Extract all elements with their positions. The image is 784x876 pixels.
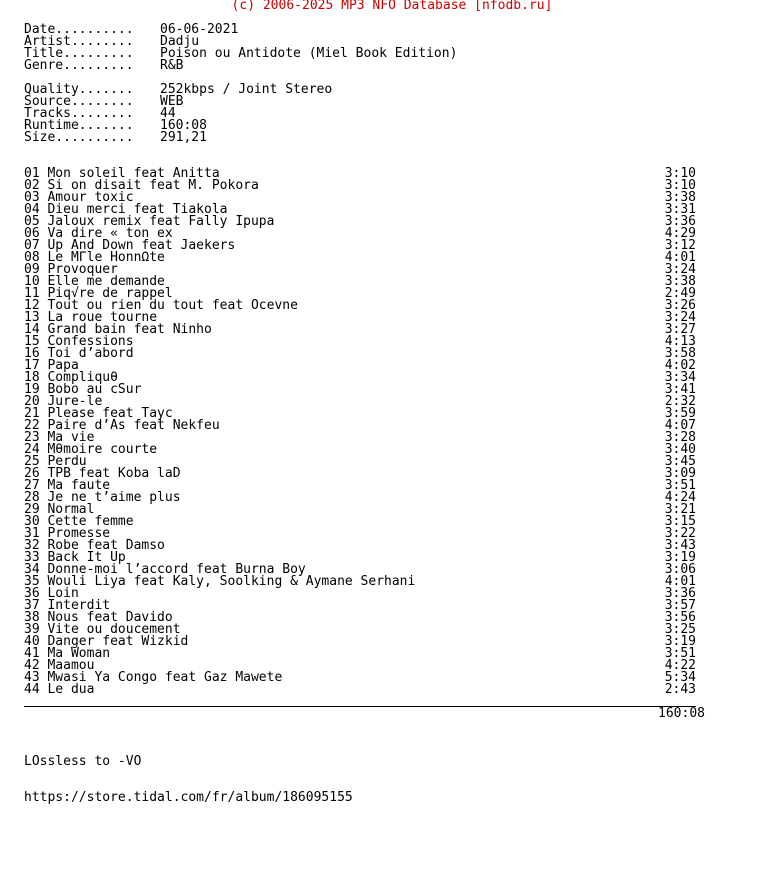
track-duration: 3:36 [664,586,696,601]
track-title: 21 Please feat Tayc [24,406,173,421]
track-title: 02 Si on disait feat M. Pokora [24,178,259,193]
track-title: 07 Up And Down feat Jaekers [24,238,236,253]
spec-size [24,132,207,144]
track-title: 10 Elle me demande [24,274,165,289]
spec-size-value: 291,21 [160,130,207,145]
track-duration: 3:38 [664,274,696,289]
track-duration: 3:38 [664,190,696,205]
track-duration: 3:22 [664,526,696,541]
track-title: 41 Ma Woman [24,646,111,661]
spec-tracks-label: Tracks........ [24,106,134,121]
track-title: 37 Interdit [24,598,111,613]
track-title: 34 Donne-moi l’accord feat Burna Boy [24,562,306,577]
info-artist-label: Artist........ [24,34,134,49]
track-duration: 3:43 [664,538,696,553]
track-row [24,672,696,684]
track-duration: 3:40 [664,442,696,457]
source-link[interactable] [24,792,353,804]
track-row [24,348,696,360]
track-title: 43 Mwasi Ya Congo feat Gaz Mawete [24,670,283,685]
track-title: 26 TPB feat Koba laD [24,466,181,481]
track-title: 29 Normal [24,502,95,517]
track-title: 18 Compliquθ [24,370,118,385]
info-genre-label: Genre......... [24,58,134,73]
spec-source-label: Source........ [24,94,134,109]
track-duration: 3:10 [664,166,696,181]
track-duration: 3:27 [664,322,696,337]
track-title: 03 Amour toxic [24,190,134,205]
track-duration: 3:24 [664,310,696,325]
track-row [24,684,696,696]
track-title: 36 Loin [24,586,79,601]
track-title: 01 Mon soleil feat Anitta [24,166,220,181]
spec-quality-label: Quality....... [24,82,134,97]
track-title: 40 Danger feat Wizkid [24,634,189,649]
total-divider [24,706,696,707]
track-title: 28 Je ne t’aime plus [24,490,181,505]
track-duration: 3:51 [664,646,696,661]
track-duration: 3:36 [664,214,696,229]
spec-tracks-value: 44 [160,106,176,121]
track-title: 17 Papa [24,358,79,373]
track-duration: 3:28 [664,430,696,445]
track-title: 13 La roue tourne [24,310,158,325]
track-title: 24 Mθmoire courte [24,442,158,457]
info-title-label: Title......... [24,46,134,61]
track-duration: 3:21 [664,502,696,517]
track-duration: 3:56 [664,610,696,625]
track-row [24,420,696,432]
track-row [24,384,696,396]
track-duration: 4:29 [664,226,696,241]
track-title: 30 Cette femme [24,514,134,529]
track-duration: 3:24 [664,262,696,277]
track-row [24,516,696,528]
spec-size-label: Size.......... [24,130,134,145]
track-title: 39 Vite ou doucement [24,622,181,637]
track-row [24,636,696,648]
track-title: 33 Back It Up [24,550,126,565]
track-duration: 3:25 [664,622,696,637]
track-row [24,492,696,504]
track-duration: 3:12 [664,238,696,253]
info-title-value: Poison ou Antidote (Miel Book Edition) [160,46,458,61]
track-title: 19 Bobo au cSur [24,382,142,397]
track-title: 32 Robe feat Damso [24,538,165,553]
track-duration: 4:13 [664,334,696,349]
track-title: 44 Le dua [24,682,95,697]
track-title: 35 Wouli Liya feat Kaly, Soolking & Aymane Serhani [24,574,416,589]
track-title: 05 Jaloux remix feat Fally Ipupa [24,214,275,229]
track-duration: 5:34 [664,670,696,685]
track-duration: 3:57 [664,598,696,613]
track-title: 04 Dieu merci feat Tiakola [24,202,228,217]
track-duration: 3:58 [664,346,696,361]
track-title: 16 Toi d’abord [24,346,134,361]
track-title: 06 Va dire « ton ex [24,226,173,241]
track-row [24,360,696,372]
track-row [24,576,696,588]
track-duration: 3:06 [664,562,696,577]
track-title: 25 Perdu [24,454,87,469]
track-duration: 2:49 [664,286,696,301]
track-title: 12 Tout ou rien du tout feat Ocevne [24,298,298,313]
nfodb-banner: (c) 2006-2025 MP3 NFO Database [nfodb.ru] [231,0,553,13]
track-duration: 3:31 [664,202,696,217]
info-date-value: 06-06-2021 [160,22,239,37]
track-title: 15 Confessions [24,334,134,349]
track-duration: 3:59 [664,406,696,421]
track-title: 14 Grand bain feat Ninho [24,322,212,337]
track-title: 08 Le MΓle HonnΩte [24,250,165,265]
track-duration: 3:51 [664,478,696,493]
track-row [24,648,696,660]
track-duration: 4:07 [664,418,696,433]
track-duration: 3:45 [664,454,696,469]
track-row [24,252,696,264]
track-duration: 3:19 [664,634,696,649]
track-duration: 4:22 [664,658,696,673]
info-artist-value: Dadju [160,34,200,49]
spec-quality-value: 252kbps / Joint Stereo [160,82,333,97]
release-note: LOssless to -VO [24,754,142,769]
track-title: 27 Ma faute [24,478,111,493]
track-title: 23 Ma vie [24,430,95,445]
track-title: 42 Maamou [24,658,95,673]
track-row [24,468,696,480]
track-duration: 2:43 [664,682,696,697]
track-duration: 3:26 [664,298,696,313]
track-title: 31 Promesse [24,526,111,541]
track-duration: 3:19 [664,550,696,565]
total-runtime: 160:08 [658,706,705,721]
track-duration: 4:01 [664,250,696,265]
spec-runtime-label: Runtime....... [24,118,134,133]
track-duration: 2:32 [664,394,696,409]
track-duration: 3:15 [664,514,696,529]
track-row [24,444,696,456]
info-genre [24,60,183,72]
info-genre-value: R&B [160,58,184,73]
track-title: 20 Jure-le [24,394,103,409]
track-duration: 3:34 [664,370,696,385]
track-duration: 4:02 [664,358,696,373]
track-duration: 4:24 [664,490,696,505]
spec-runtime-value: 160:08 [160,118,207,133]
track-title: 09 Provoquer [24,262,118,277]
track-row [24,588,696,600]
track-duration: 3:10 [664,178,696,193]
track-title: 38 Nous feat Davido [24,610,173,625]
info-date-label: Date.......... [24,22,134,37]
tidal-album-link[interactable]: https://store.tidal.com/fr/album/186095155 [24,790,353,805]
track-title: 22 Paire d’As feat Nekfeu [24,418,220,433]
track-duration: 4:01 [664,574,696,589]
spec-source-value: WEB [160,94,184,109]
track-duration: 3:09 [664,466,696,481]
track-duration: 3:41 [664,382,696,397]
track-title: 11 Piq√re de rappel [24,286,173,301]
